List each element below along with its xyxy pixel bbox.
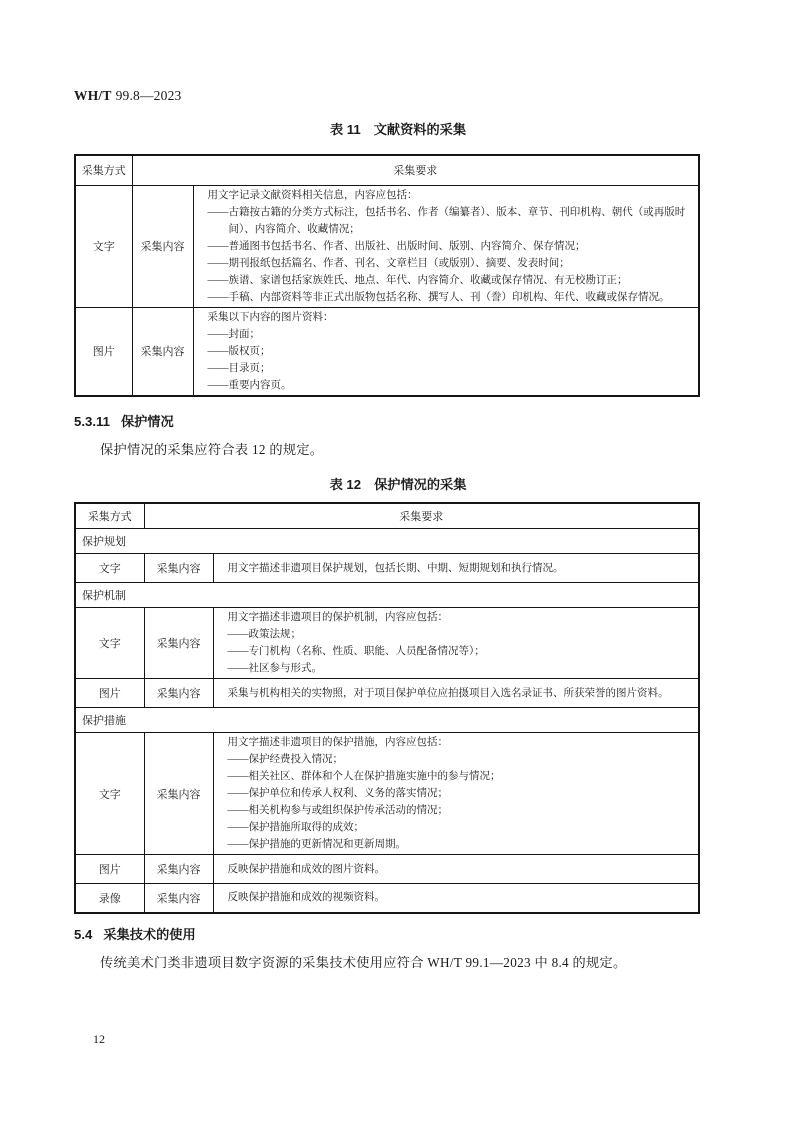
- method-cell: 录像: [75, 884, 144, 913]
- kind-cell: 采集内容: [144, 554, 213, 583]
- section-heading-5-3-11: [74, 413, 700, 430]
- content-line: ——相关机构参与或组织保护传承活动的情况；: [227, 805, 448, 816]
- content-line: ——手稿、内部资料等非正式出版物包括名称、撰写人、刊（誊）印机构、年代、收藏或保存情况。: [207, 291, 670, 303]
- subsection-name: 保护机制: [75, 583, 699, 608]
- method-cell: 文字: [75, 554, 144, 583]
- table-11: [74, 154, 700, 397]
- table-row: [75, 679, 699, 708]
- content-line: 用文字描述非遗项目保护规划，包括长期、中期、短期规划和执行情况。: [227, 562, 564, 574]
- table11-caption: [74, 121, 700, 138]
- table-row: [75, 608, 699, 679]
- subsection-name: 保护规划: [75, 529, 699, 554]
- paragraph: 保护情况的采集应符合表 12 的规定。: [100, 441, 324, 457]
- standard-prefix: WH/T: [74, 88, 112, 103]
- kind-cell: 采集内容: [132, 307, 193, 396]
- content-cell: [213, 733, 699, 855]
- content-line: ——保护单位和传承人权利、义务的落实情况；: [227, 788, 448, 799]
- table-row: [75, 884, 699, 913]
- kind-cell: 采集内容: [144, 884, 213, 913]
- subsection-row: [75, 708, 699, 733]
- section-title: 采集技术的使用: [103, 926, 196, 942]
- content-line: 用文字描述非遗项目的保护机制，内容应包括：: [227, 612, 448, 623]
- content-line: 反映保护措施和成效的视频资料。: [227, 892, 385, 904]
- content-line: ——保护措施的更新情况和更新周期。: [227, 839, 406, 850]
- subsection-row: [75, 529, 699, 554]
- content-cell: [213, 884, 699, 913]
- content-line: ——古籍按古籍的分类方式标注，包括书名、作者（编纂者）、版本、章节、刊印机构、朝代（或再版时间）、内容简介、收藏情况；: [207, 206, 686, 235]
- method-cell: 文字: [75, 733, 144, 855]
- subsection-name: 保护措施: [75, 708, 699, 733]
- content-line: 采集以下内容的图片资料：: [207, 311, 334, 323]
- table12-col-method: 采集方式: [75, 503, 144, 529]
- content-line: ——目录页；: [207, 362, 271, 374]
- method-cell: 图片: [75, 307, 132, 396]
- kind-cell: 采集内容: [144, 733, 213, 855]
- content-line: ——重要内容页。: [207, 379, 292, 391]
- method-cell: 图片: [75, 679, 144, 708]
- section-number: 5.3.11: [74, 413, 110, 429]
- table-row: [75, 554, 699, 583]
- content-line: ——保护经费投入情况；: [227, 754, 343, 765]
- content-line: 采集与机构相关的实物照，对于项目保护单位应拍摄项目入选名录证书、所获荣誉的图片资料。: [227, 687, 669, 699]
- content-cell: [213, 855, 699, 884]
- page-number: 12: [93, 1032, 105, 1046]
- content-cell: [193, 185, 699, 307]
- kind-cell: 采集内容: [144, 608, 213, 679]
- content-cell: [213, 554, 699, 583]
- method-cell: 文字: [75, 608, 144, 679]
- content-line: 用文字描述非遗项目的保护措施，内容应包括：: [227, 737, 448, 748]
- content-line: ——族谱、家谱包括家族姓氏、地点、年代、内容简介、收藏或保存情况、有无校勘订正；: [207, 274, 628, 286]
- page-content: [74, 0, 700, 971]
- content-line: ——普通图书包括书名、作者、出版社、出版时间、版别、内容简介、保存情况；: [207, 240, 586, 252]
- table12-col-requirement: 采集要求: [144, 503, 699, 529]
- content-line: ——政策法规；: [227, 629, 301, 640]
- table12-caption: [74, 476, 700, 493]
- content-line: ——专门机构（名称、性质、职能、人员配备情况等）；: [227, 646, 485, 657]
- content-line: 反映保护措施和成效的图片资料。: [227, 863, 385, 875]
- table-row: [75, 855, 699, 884]
- content-line: ——版权页；: [207, 345, 271, 357]
- content-line: ——相关社区、群体和个人在保护措施实施中的参与情况；: [227, 771, 501, 782]
- table12-header-row: [75, 503, 699, 529]
- table11-caption-label: 表 11: [329, 122, 361, 137]
- content-cell: [213, 679, 699, 708]
- standard-number: 99.8—2023: [115, 88, 182, 103]
- method-cell: 图片: [75, 855, 144, 884]
- content-line: ——封面；: [207, 328, 260, 340]
- content-line: 用文字记录文献资料相关信息，内容应包括：: [207, 189, 418, 201]
- kind-cell: 采集内容: [132, 185, 193, 307]
- method-cell: 文字: [75, 185, 132, 307]
- content-cell: [193, 307, 699, 396]
- table11-header-row: [75, 155, 699, 185]
- table-row: [75, 185, 699, 307]
- paragraph: 传统美术门类非遗项目数字资源的采集技术使用应符合 WH/T 99.1—2023 中 8.4 的规定。: [100, 954, 627, 970]
- table-row: [75, 733, 699, 855]
- kind-cell: 采集内容: [144, 679, 213, 708]
- section-number: 5.4: [74, 926, 93, 942]
- table11-caption-title: 文献资料的采集: [373, 122, 467, 137]
- table12-caption-label: 表 12: [329, 476, 362, 492]
- table11-col-requirement: 采集要求: [132, 155, 699, 185]
- content-cell: [213, 608, 699, 679]
- content-line: ——期刊报纸包括篇名、作者、刊名、文章栏目（或版别）、摘要、发表时间；: [207, 257, 570, 269]
- content-line: ——保护措施所取得的成效；: [227, 822, 364, 833]
- table12-caption-title: 保护情况的采集: [374, 476, 467, 492]
- table-row: [75, 307, 699, 396]
- section-heading-5-4: [74, 926, 700, 943]
- table11-col-method: 采集方式: [75, 155, 132, 185]
- subsection-row: [75, 583, 699, 608]
- section-title: 保护情况: [120, 413, 174, 429]
- kind-cell: 采集内容: [144, 855, 213, 884]
- content-line: ——社区参与形式。: [227, 663, 322, 674]
- table-12: [74, 502, 700, 914]
